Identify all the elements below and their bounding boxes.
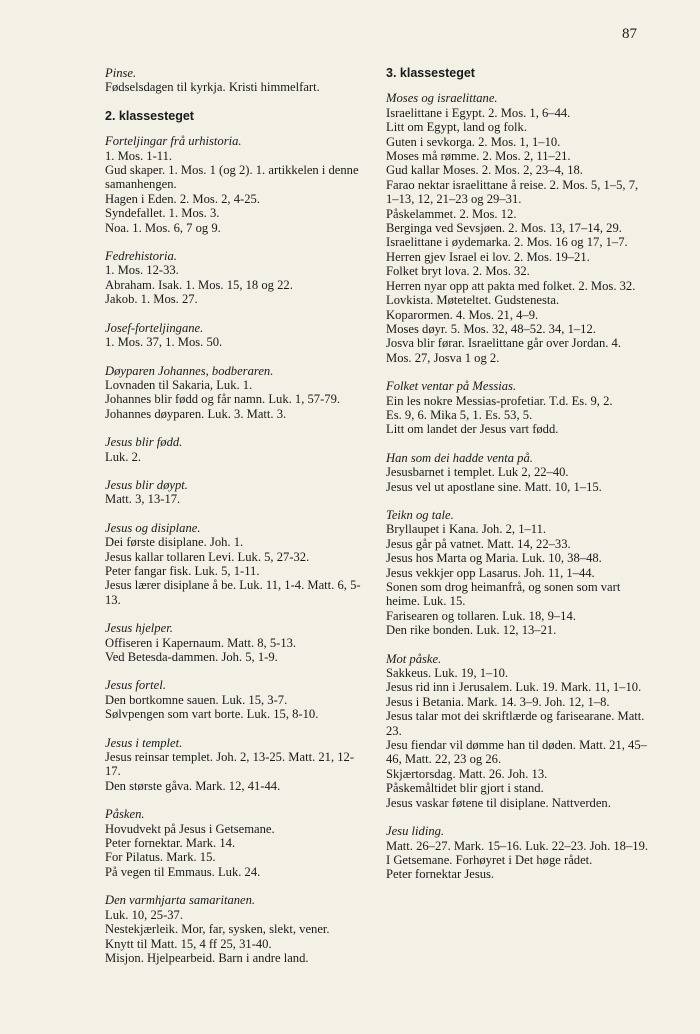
- topic-line: Den bortkomne sauen. Luk. 15, 3-7.: [105, 692, 288, 707]
- topic-line: Påskemåltidet blir gjort i stand.: [386, 781, 544, 796]
- topic-line: Peter fangar fisk. Luk. 5, 1-11.: [105, 563, 260, 578]
- topic-line: Matt. 3, 13-17.: [105, 492, 181, 507]
- topic-section: [105, 736, 367, 794]
- topic-section: [105, 249, 367, 307]
- topic-line: Bryllaupet i Kana. Joh. 2, 1–11.: [386, 522, 547, 537]
- topic-section: [105, 321, 367, 350]
- topic-line: 1. Mos. 37, 1. Mos. 50.: [105, 335, 223, 350]
- topic-line: Farao nektar israelittane å reise. 2. Mos. 5, 1–5, 7, 1–13, 12, 21–23 og 29–31.: [386, 177, 639, 207]
- topic-line: Jesus vel ut apostlane sine. Matt. 10, 1–15.: [386, 479, 602, 494]
- topic-section: [105, 678, 367, 721]
- topic-line: Hovudvekt på Jesus i Getsemane.: [105, 821, 275, 836]
- topic-title: Den varmhjarta samaritanen.: [105, 893, 256, 908]
- topic-title: Påsken.: [105, 807, 145, 822]
- topic-line: Ein les nokre Messias-profetiar. T.d. Es. 9, 2.: [386, 393, 613, 408]
- topic-section: [386, 91, 648, 365]
- topic-line: Abraham. Isak. 1. Mos. 15, 18 og 22.: [105, 277, 293, 292]
- topic-line: Es. 9, 6. Mika 5, 1. Es. 53, 5.: [386, 407, 533, 422]
- topic-line: Hagen i Eden. 2. Mos. 2, 4-25.: [105, 191, 260, 206]
- topic-line: I Getsemane. Forhøyret i Det høge rådet.: [386, 852, 593, 867]
- topic-line: Jesus kallar tollaren Levi. Luk. 5, 27-32.: [105, 549, 310, 564]
- topic-section: [105, 364, 367, 422]
- topic-section: [105, 521, 367, 607]
- topic-title: Teikn og tale.: [386, 507, 454, 522]
- topic-line: Luk. 2.: [105, 449, 142, 464]
- topic-line: Jesus hos Marta og Maria. Luk. 10, 38–48.: [386, 551, 602, 566]
- topic-line: Israelittane i Egypt. 2. Mos. 1, 6–44.: [386, 105, 571, 120]
- topic-title: Jesus hjelper.: [105, 621, 173, 636]
- topic-section: [105, 66, 367, 95]
- topic-title: Jesus blir døypt.: [105, 477, 188, 492]
- topic-line: Gud kallar Moses. 2. Mos. 2, 23–4, 18.: [386, 163, 583, 178]
- topic-line: Jesusbarnet i templet. Luk 2, 22–40.: [386, 465, 569, 480]
- topic-section: [105, 893, 367, 965]
- topic-line: Sakkeus. Luk. 19, 1–10.: [386, 666, 509, 681]
- topic-line: Herren gjev Israel ei lov. 2. Mos. 19–21.: [386, 249, 590, 264]
- page-number: 87: [622, 26, 637, 42]
- topic-line: Påskelammet. 2. Mos. 12.: [386, 206, 517, 221]
- topic-section: [105, 435, 367, 464]
- topic-section: [386, 508, 648, 638]
- topic-line: Israelittane i øydemarka. 2. Mos. 16 og 17, 1–7.: [386, 235, 628, 250]
- topic-title: Folket ventar på Messias.: [386, 379, 517, 394]
- topic-line: Herren nyar opp att pakta med folket. 2. Mos. 32.: [386, 278, 636, 293]
- topic-line: 1. Mos. 12-33.: [105, 263, 179, 278]
- topic-line: Peter fornektar. Mark. 14.: [105, 836, 236, 851]
- topic-line: Sonen som drog heimanfrå, og sonen som vart heime. Luk. 15.: [386, 580, 621, 609]
- topic-section: [386, 379, 648, 437]
- topic-line: For Pilatus. Mark. 15.: [105, 850, 216, 865]
- topic-line: Koparormen. 4. Mos. 21, 4–9.: [386, 307, 539, 322]
- topic-line: Jesus vekkjer opp Lasarus. Joh. 11, 1–44.: [386, 565, 595, 580]
- topic-title: Josef-forteljingane.: [105, 320, 204, 335]
- topic-line: Jesus går på vatnet. Matt. 14, 22–33.: [386, 536, 571, 551]
- topic-line: Jesus lærer disiplane å be. Luk. 11, 1-4. Matt. 6, 5-13.: [105, 578, 361, 607]
- topic-line: Ved Betesda-dammen. Joh. 5, 1-9.: [105, 650, 278, 664]
- topic-line: Johannes døyparen. Luk. 3. Matt. 3.: [105, 406, 287, 421]
- topic-line: Jesus rid inn i Jerusalem. Luk. 19. Mark. 11, 1–10.: [386, 680, 642, 695]
- topic-title: Pinse.: [105, 66, 137, 80]
- topic-title: Jesu liding.: [386, 824, 445, 839]
- topic-line: Berginga ved Sevsjøen. 2. Mos. 13, 17–14, 29.: [386, 221, 622, 236]
- topic-section: [386, 652, 648, 810]
- topic-title: Døyparen Johannes, bodberaren.: [105, 363, 274, 378]
- topic-line: Lovkista. Møteteltet. Gudstenesta.: [386, 293, 560, 308]
- topic-line: Den største gåva. Mark. 12, 41-44.: [105, 778, 281, 793]
- topic-line: Noa. 1. Mos. 6, 7 og 9.: [105, 220, 221, 235]
- topic-title: Jesus blir fødd.: [105, 435, 183, 450]
- topic-line: Jakob. 1. Mos. 27.: [105, 292, 198, 307]
- topic-line: Jesus talar mot dei skriftlærde og farisearane. Matt. 23.: [386, 709, 645, 738]
- topic-section: [105, 621, 367, 664]
- topic-section: [386, 824, 648, 882]
- topic-line: Offiseren i Kapernaum. Matt. 8, 5-13.: [105, 635, 297, 650]
- topic-title: Fedrehistoria.: [105, 249, 177, 264]
- topic-title: Jesus og disiplane.: [105, 520, 201, 535]
- topic-title: Moses og israelittane.: [386, 91, 498, 106]
- topic-line: Matt. 26–27. Mark. 15–16. Luk. 22–23. Joh. 18–19.: [386, 838, 649, 853]
- topic-line: Jesus i Betania. Mark. 14. 3–9. Joh. 12, 1–8.: [386, 694, 610, 709]
- topic-title: Forteljingar frå urhistoria.: [105, 134, 242, 149]
- topic-line: Gud skaper. 1. Mos. 1 (og 2). 1. artikkelen i denne samanhengen.: [105, 163, 359, 192]
- topic-line: Farisearen og tollaren. Luk. 18, 9–14.: [386, 608, 576, 623]
- topic-line: Moses må rømme. 2. Mos. 2, 11–21.: [386, 149, 571, 164]
- topic-line: Johannes blir fødd og får namn. Luk. 1, 57-79.: [105, 392, 341, 407]
- topic-section: [105, 134, 367, 235]
- grade-heading: 2. klassesteget: [105, 108, 194, 123]
- topic-line: Josva blir førar. Israelittane går over Jordan. 4. Mos. 27, Josva 1 og 2.: [386, 336, 622, 365]
- topic-line: Nestekjærleik. Mor, far, sysken, slekt, vener.: [105, 922, 330, 937]
- topic-line: Dei første disiplane. Joh. 1.: [105, 535, 244, 550]
- topic-title: Mot påske.: [386, 651, 442, 666]
- topic-line: Peter fornektar Jesus.: [386, 867, 495, 882]
- topic-line: Moses døyr. 5. Mos. 32, 48–52. 34, 1–12.: [386, 321, 596, 336]
- topic-line: Skjærtorsdag. Matt. 26. Joh. 13.: [386, 766, 548, 781]
- topic-line: Litt om landet der Jesus vart fødd.: [386, 422, 559, 437]
- topic-line: Litt om Egypt, land og folk.: [386, 120, 527, 135]
- topic-line: Jesus reinsar templet. Joh. 2, 13-25. Matt. 21, 12-17.: [105, 750, 355, 779]
- topic-line: Jesu fiendar vil dømme han til døden. Matt. 21, 45–46, Matt. 22, 23 og 26.: [386, 738, 647, 767]
- topic-line: Sølvpengen som vart borte. Luk. 15, 8-10.: [105, 707, 319, 722]
- topic-line: Jesus vaskar føtene til disiplane. Nattverden.: [386, 795, 611, 810]
- topic-line: Den rike bonden. Luk. 12, 13–21.: [386, 623, 557, 638]
- topic-section: [105, 807, 367, 879]
- topic-line: Knytt til Matt. 15, 4 ff 25, 31-40.: [105, 936, 272, 951]
- grade-heading: 3. klassesteget: [386, 66, 475, 80]
- topic-line: Folket bryt lova. 2. Mos. 32.: [386, 264, 530, 279]
- topic-section: [105, 478, 367, 507]
- topic-line: Luk. 10, 25-37.: [105, 907, 184, 922]
- topic-line: På vegen til Emmaus. Luk. 24.: [105, 864, 261, 879]
- topic-line: Syndefallet. 1. Mos. 3.: [105, 206, 220, 221]
- topic-title: Jesus i templet.: [105, 735, 183, 750]
- topic-line: 1. Mos. 1-11.: [105, 148, 173, 163]
- topic-title: Jesus fortel.: [105, 678, 166, 693]
- left-column: [105, 66, 367, 979]
- right-column: [386, 66, 648, 896]
- topic-line: Misjon. Hjelpearbeid. Barn i andre land.: [105, 950, 309, 965]
- topic-line: Lovnaden til Sakaria, Luk. 1.: [105, 377, 253, 392]
- topic-line: Fødselsdagen til kyrkja. Kristi himmelfart.: [105, 80, 320, 95]
- topic-line: Guten i sevkorga. 2. Mos. 1, 1–10.: [386, 134, 561, 149]
- topic-section: [386, 451, 648, 494]
- topic-title: Han som dei hadde venta på.: [386, 450, 533, 465]
